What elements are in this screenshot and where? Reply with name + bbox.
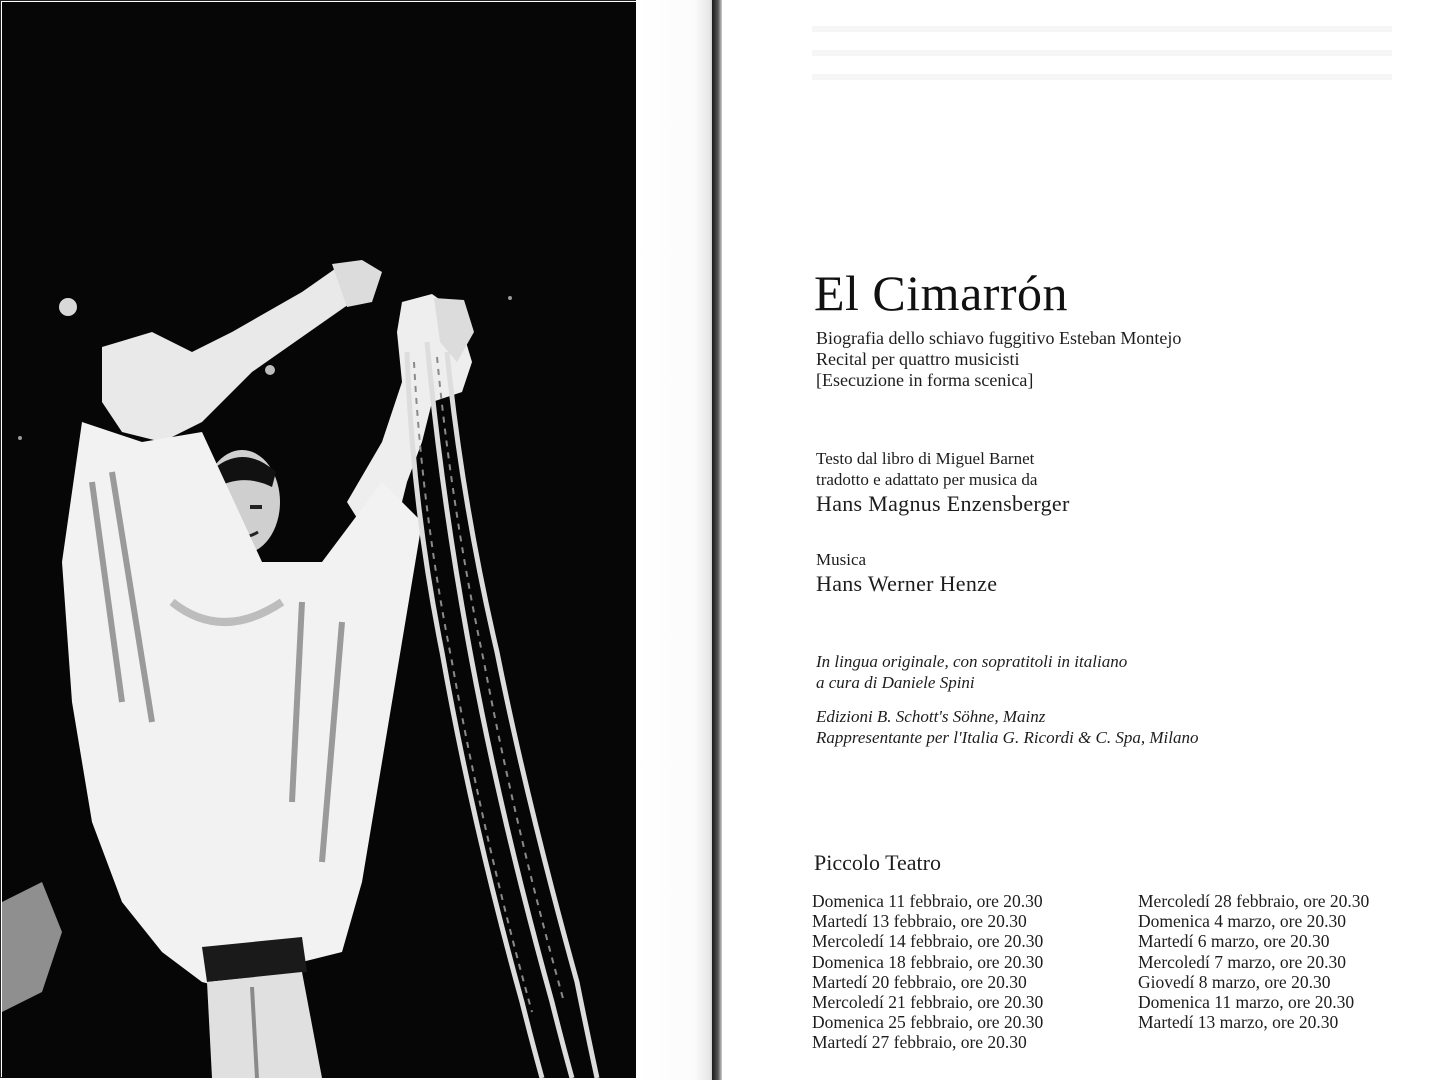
music-credits	[816, 549, 997, 598]
book-spine	[712, 0, 722, 1080]
bleed-through-text	[812, 8, 1392, 88]
performance-date: Martedí 13 febbraio, ore 20.30	[812, 911, 1027, 932]
subtitle-line: Biografia dello schiavo fuggitivo Esteban Montejo	[816, 328, 1182, 348]
language-note	[816, 651, 1127, 693]
venue-heading: Piccolo Teatro	[814, 850, 941, 875]
performance-date: Mercoledí 28 febbraio, ore 20.30	[1138, 891, 1370, 911]
subtitle-block	[816, 328, 1181, 391]
performance-date: Mercoledí 7 marzo, ore 20.30	[1138, 951, 1346, 972]
publisher-note	[816, 706, 1198, 748]
publisher-line: Rappresentante per l'Italia G. Ricordi & C. Spa, Milano	[816, 728, 1199, 747]
performance-date: Martedí 27 febbraio, ore 20.30	[812, 1032, 1027, 1053]
performance-date: Martedí 20 febbraio, ore 20.30	[812, 971, 1027, 992]
performance-date: Domenica 4 marzo, ore 20.30	[1138, 911, 1346, 932]
performance-date: Giovedí 8 marzo, ore 20.30	[1138, 971, 1331, 992]
performance-date: Domenica 18 febbraio, ore 20.30	[812, 951, 1044, 972]
performance-date: Martedí 6 marzo, ore 20.30	[1138, 931, 1330, 952]
stage-photograph	[2, 2, 636, 1078]
performance-date: Mercoledí 21 febbraio, ore 20.30	[812, 992, 1044, 1013]
performance-date: Domenica 25 febbraio, ore 20.30	[812, 1012, 1044, 1033]
music-label: Musica	[816, 550, 867, 569]
performance-date: Domenica 11 marzo, ore 20.30	[1138, 992, 1355, 1013]
page-title: El Cimarrón	[814, 265, 1069, 321]
text-credits	[816, 448, 1070, 518]
librettist-name: Hans Magnus Enzensberger	[816, 491, 1070, 516]
dates-column-left	[812, 891, 1043, 1053]
text-credit-line: tradotto e adattato per musica da	[816, 470, 1038, 489]
publisher-line: Edizioni B. Schott's Söhne, Mainz	[816, 707, 1046, 726]
language-note-line: a cura di Daniele Spini	[816, 673, 975, 692]
language-note-line: In lingua originale, con sopratitoli in italiano	[816, 652, 1128, 671]
book-gutter	[636, 0, 720, 1080]
performance-date: Martedí 13 marzo, ore 20.30	[1138, 1012, 1339, 1033]
text-credit-line: Testo dal libro di Miguel Barnet	[816, 449, 1035, 468]
performance-date: Mercoledí 14 febbraio, ore 20.30	[812, 931, 1044, 952]
subtitle-line: [Esecuzione in forma scenica]	[816, 370, 1034, 390]
performance-date: Domenica 11 febbraio, ore 20.30	[812, 891, 1043, 911]
subtitle-line: Recital per quattro musicisti	[816, 349, 1020, 369]
composer-name: Hans Werner Henze	[816, 571, 998, 596]
programme-page	[722, 0, 1434, 1080]
performer-with-chains-image	[2, 2, 636, 1078]
dates-column-right	[1138, 891, 1369, 1032]
